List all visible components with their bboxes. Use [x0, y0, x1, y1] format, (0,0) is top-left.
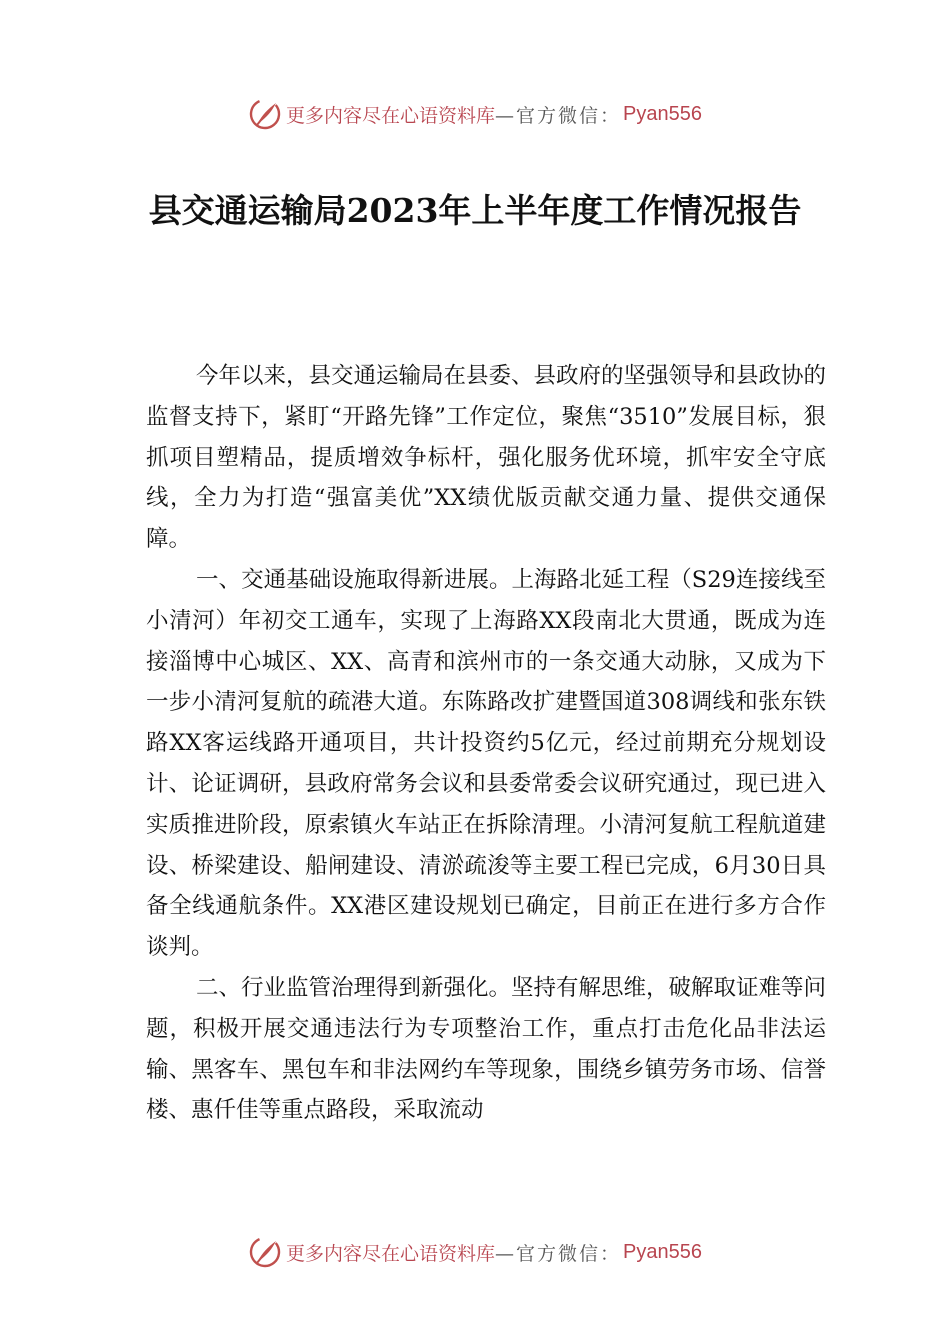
watermark-prefix: 更多内容尽在心语资料库	[286, 1242, 496, 1265]
watermark-middle: —官方微信：	[495, 104, 622, 127]
quill-pen-icon	[248, 97, 282, 131]
footer-watermark	[0, 1232, 950, 1272]
document-body	[146, 356, 826, 1131]
watermark-prefix: 更多内容尽在心语资料库	[286, 104, 496, 127]
header-watermark	[0, 94, 950, 134]
paragraph-intro: 今年以来，县交通运输局在县委、县政府的坚强领导和县政协的监督支持下，紧盯“开路先锋”工作定位，聚焦“3510”发展目标，狠抓项目塑精品，提质增效争标杆，强化服务优环境，抓牢安全守底线，全力为打造“强富美优”XX绩优版贡献交通力量、提供交通保障。	[146, 363, 827, 553]
watermark-middle: —官方微信：	[495, 1242, 622, 1265]
paragraph-section-1: 一、交通基础设施取得新进展。上海路北延工程（S29连接线至小清河）年初交工通车，实现了上海路XX段南北大贯通，既成为连接淄博中心城区、XX、高青和滨州市的一条交通大动脉，又成为下一步小清河复航的疏港大道。东陈路改扩建暨国道308调线和张东铁路XX客运线路开通项目，共计投资约5亿元，经过前期充分规划设计、论证调研，县政府常务会议和县委常委会议研究通过，现已进入实质推进阶段，原索镇火车站正在拆除清理。小清河复航工程航道建设、桥梁建设、船闸建设、清淤疏浚等主要工程已完成，6月30日具备全线通航条件。XX港区建设规划已确定，目前正在进行多方合作谈判。	[146, 566, 826, 961]
document-title: 县交通运输局2023年上半年度工作情况报告	[148, 191, 802, 230]
paragraph-section-2: 二、行业监管治理得到新强化。坚持有解思维，破解取证难等问题，积极开展交通违法行为专项整治工作，重点打击危化品非法运输、黑客车、黑包车和非法网约车等现象，围绕乡镇劳务市场、信誉楼、惠仟佳等重点路段，采取流动	[146, 974, 827, 1124]
watermark-wechat-id: Pyan556	[623, 1240, 702, 1263]
watermark-wechat-id: Pyan556	[623, 102, 702, 125]
quill-pen-icon	[248, 1235, 282, 1269]
